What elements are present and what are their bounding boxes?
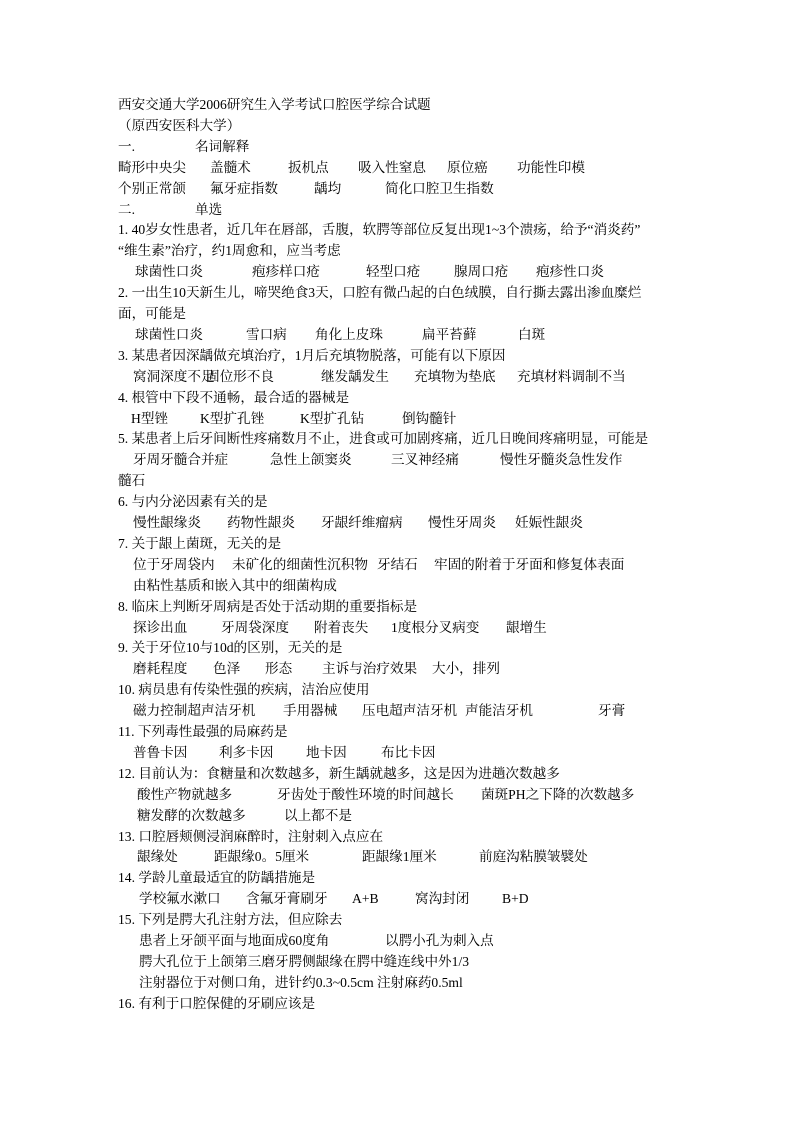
question-line <box>0 346 793 366</box>
answer-option: 角化上皮珠 <box>315 326 383 342</box>
answer-option: 龈增生 <box>506 619 547 635</box>
answer-option: 慢性牙周炎 <box>428 515 496 530</box>
answer-option: 窝洞深度不足 <box>133 368 215 384</box>
answer-option: 探诊出血 <box>133 619 188 635</box>
answer-option: 患者上牙颌平面与地面成60度角 <box>139 933 330 948</box>
question-line <box>0 722 793 742</box>
question-text: 9. 关于牙位10与10d的区别，无关的是 <box>118 640 343 656</box>
answer-option: 牙周牙髓合并症 <box>133 452 229 468</box>
question-line <box>0 994 793 1014</box>
answer-option: 距龈缘1厘米 <box>362 849 437 865</box>
section-heading: 名词解释 <box>195 138 250 154</box>
question-line <box>0 680 793 700</box>
answer-option: 注射器位于对侧口角，进针约0.3~0.5cm 注射麻药0.5ml <box>139 974 463 990</box>
answer-option: 球菌性口炎 <box>135 264 203 280</box>
term-item: 龋均 <box>314 180 342 196</box>
answer-option: 主诉与治疗效果 <box>322 661 418 677</box>
options-line <box>0 262 793 282</box>
answer-option: 由粘性基质和嵌入其中的细菌构成 <box>133 577 337 593</box>
question-text: 13. 口腔唇颊侧浸润麻醉时，注射刺入点应在 <box>118 828 384 844</box>
terms-line <box>0 158 793 178</box>
answer-option: 龈缘处 <box>137 849 178 865</box>
options-line <box>0 806 793 826</box>
answer-option: 慢性龈缘炎 <box>133 515 201 530</box>
term-item: 功能性印模 <box>517 159 585 175</box>
answer-option: 磨耗程度 <box>133 661 188 677</box>
options-line <box>0 450 793 470</box>
answer-option: 慢性牙髓炎急性发作 <box>500 452 623 468</box>
options-line <box>0 847 793 867</box>
options-line <box>0 513 793 533</box>
options-line <box>0 743 793 763</box>
question-line <box>0 764 793 784</box>
question-line <box>0 638 793 658</box>
answer-option: 含氟牙膏刷牙 <box>246 891 328 907</box>
options-line <box>0 618 793 638</box>
answer-option: 1度根分叉病变 <box>391 619 480 635</box>
answer-option: 倒钩髓针 <box>402 410 457 426</box>
answer-option: 酸性产物就越多 <box>137 786 233 802</box>
question-text: 16. 有利于口腔保健的牙刷应该是 <box>118 995 316 1011</box>
answer-option: 疱疹样口疮 <box>252 264 320 280</box>
answer-option: 磁力控制超声洁牙机 <box>133 703 256 719</box>
answer-option: 牙周袋深度 <box>221 619 289 635</box>
terms-line <box>0 179 793 199</box>
answer-option: B+D <box>502 891 529 907</box>
answer-option: 牙膏 <box>598 703 626 719</box>
question-text: 面，可能是 <box>118 306 186 321</box>
options-line <box>0 409 793 429</box>
answer-option: K型扩孔钻 <box>300 410 365 426</box>
question-text: 1. 40岁女性患者，近几年在唇部，舌腹，软腭等部位反复出现1~3个溃疡，给予“消炎药” <box>118 222 641 238</box>
answer-option: 充填材料调制不当 <box>517 368 626 384</box>
question-line <box>0 910 793 930</box>
answer-option: H型锉 <box>131 410 169 426</box>
answer-option: 牙结石 <box>377 556 418 572</box>
answer-option: 手用器械 <box>283 703 338 719</box>
question-line <box>0 304 793 324</box>
document-title: 西安交通大学2006研究生入学考试口腔医学综合试题 <box>118 97 431 112</box>
question-line <box>0 241 793 261</box>
question-line <box>0 220 793 240</box>
term-item: 扳机点 <box>288 159 329 175</box>
answer-option: 前庭沟粘膜皱襞处 <box>479 849 588 865</box>
subtitle-line <box>0 116 793 136</box>
options-line <box>0 576 793 596</box>
answer-option: K型扩孔锉 <box>200 410 265 426</box>
question-text: “维生素”治疗，约1周愈和，应当考虑 <box>118 243 341 259</box>
document-subtitle: （原西安医科大学） <box>118 117 241 133</box>
answer-option: 菌斑PH之下降的次数越多 <box>481 786 635 802</box>
answer-option: 药物性龈炎 <box>227 515 295 530</box>
answer-option: 雪口病 <box>246 326 287 342</box>
answer-option: 距龈缘0。5厘米 <box>214 849 310 865</box>
question-text: 7. 关于龈上菌斑，无关的是 <box>118 535 282 551</box>
answer-option: 腭大孔位于上颌第三磨牙腭侧龈缘在腭中缝连线中外1/3 <box>139 953 470 969</box>
answer-option: 腺周口疮 <box>454 264 509 280</box>
question-text: 10. 病员患有传染性强的疾病，洁治应使用 <box>118 682 370 698</box>
question-line <box>0 429 793 449</box>
options-line <box>0 952 793 972</box>
answer-option: 附着丧失 <box>314 619 369 635</box>
options-line <box>0 973 793 993</box>
answer-option: 牙龈纤维瘤病 <box>321 515 403 530</box>
options-line <box>0 555 793 575</box>
options-line <box>0 471 793 491</box>
answer-option: 地卡因 <box>306 744 347 760</box>
question-line <box>0 283 793 303</box>
answer-option: 充填物为垫底 <box>414 368 496 384</box>
options-line <box>0 701 793 721</box>
answer-option: 以腭小孔为刺入点 <box>385 933 494 948</box>
answer-option: 普鲁卡因 <box>133 744 188 760</box>
term-item: 原位癌 <box>447 159 488 175</box>
answer-option: 以上都不是 <box>284 807 352 823</box>
term-item: 畸形中央尖 <box>118 159 186 175</box>
question-text: 2. 一出生10天新生儿，啼哭绝食3天，口腔有微凸起的白色绒膜，自行撕去露出渗血糜烂 <box>118 285 642 301</box>
section-line <box>0 137 793 157</box>
answer-option: 疱疹性口炎 <box>536 264 604 280</box>
options-line <box>0 367 793 387</box>
answer-option: 急性上颌窦炎 <box>270 452 352 468</box>
answer-option: A+B <box>352 891 379 907</box>
answer-option: 未矿化的细菌性沉积物 <box>232 556 368 572</box>
term-item: 个别正常颌 <box>118 180 186 196</box>
term-item: 盖髓术 <box>210 159 251 175</box>
options-line <box>0 785 793 805</box>
answer-option: 扁平苔藓 <box>422 326 477 342</box>
term-item: 吸入性窒息 <box>358 159 426 175</box>
question-line <box>0 868 793 888</box>
options-line <box>0 659 793 679</box>
term-item: 氟牙症指数 <box>210 180 278 196</box>
answer-option: 声能洁牙机 <box>465 703 533 719</box>
answer-option: 固位形不良 <box>206 368 274 384</box>
answer-option: 糖发酵的次数越多 <box>137 807 246 823</box>
answer-option: 球菌性口炎 <box>135 326 203 342</box>
answer-option: 白斑 <box>518 326 546 342</box>
answer-option: 三叉神经痛 <box>391 452 459 468</box>
answer-option: 学校氟水漱口 <box>139 891 221 907</box>
answer-option: 布比卡因 <box>381 744 436 760</box>
section-heading: 单选 <box>195 201 223 217</box>
answer-option: 髓石 <box>118 473 146 489</box>
title-line <box>0 95 793 115</box>
options-line <box>0 325 793 345</box>
term-item: 简化口腔卫生指数 <box>385 180 494 196</box>
question-text: 12. 目前认为：食糖量和次数越多，新生龋就越多，这是因为进趟次数越多 <box>118 765 560 781</box>
question-text: 8. 临床上判断牙周病是否处于活动期的重要指标是 <box>118 598 418 614</box>
section-line <box>0 200 793 220</box>
question-text: 14. 学龄儿童最适宜的防龋措施是 <box>118 870 316 886</box>
answer-option: 牙齿处于酸性环境的时间越长 <box>277 786 454 802</box>
section-number: 二. <box>118 201 135 217</box>
answer-option: 位于牙周袋内 <box>133 556 215 572</box>
question-text: 6. 与内分泌因素有关的是 <box>118 494 268 510</box>
answer-option: 妊娠性龈炎 <box>515 515 583 530</box>
question-line <box>0 388 793 408</box>
answer-option: 轻型口疮 <box>366 264 421 280</box>
answer-option: 色泽 <box>213 661 241 677</box>
question-text: 11. 下列毒性最强的局麻药是 <box>118 724 288 739</box>
question-text: 15. 下列是腭大孔注射方法，但应除去 <box>118 912 343 928</box>
answer-option: 继发龋发生 <box>321 368 389 384</box>
question-text: 3. 某患者因深龋做充填治疗，1月后充填物脱落，可能有以下原因 <box>118 347 506 363</box>
question-line <box>0 597 793 617</box>
question-text: 4. 根管中下段不通畅，最合适的器械是 <box>118 389 350 405</box>
question-line <box>0 534 793 554</box>
options-line <box>0 889 793 909</box>
answer-option: 利多卡因 <box>219 744 274 760</box>
options-line <box>0 931 793 951</box>
section-number: 一. <box>118 138 135 154</box>
answer-option: 牢固的附着于牙面和修复体表面 <box>434 556 625 572</box>
answer-option: 大小，排列 <box>432 661 500 677</box>
question-line <box>0 827 793 847</box>
question-line <box>0 492 793 512</box>
answer-option: 压电超声洁牙机 <box>362 703 458 719</box>
answer-option: 窝沟封闭 <box>415 891 470 907</box>
question-text: 5. 某患者上后牙间断性疼痛数月不止，进食或可加剧疼痛，近几日晚间疼痛明显，可能是 <box>118 431 649 447</box>
answer-option: 形态 <box>265 661 293 677</box>
